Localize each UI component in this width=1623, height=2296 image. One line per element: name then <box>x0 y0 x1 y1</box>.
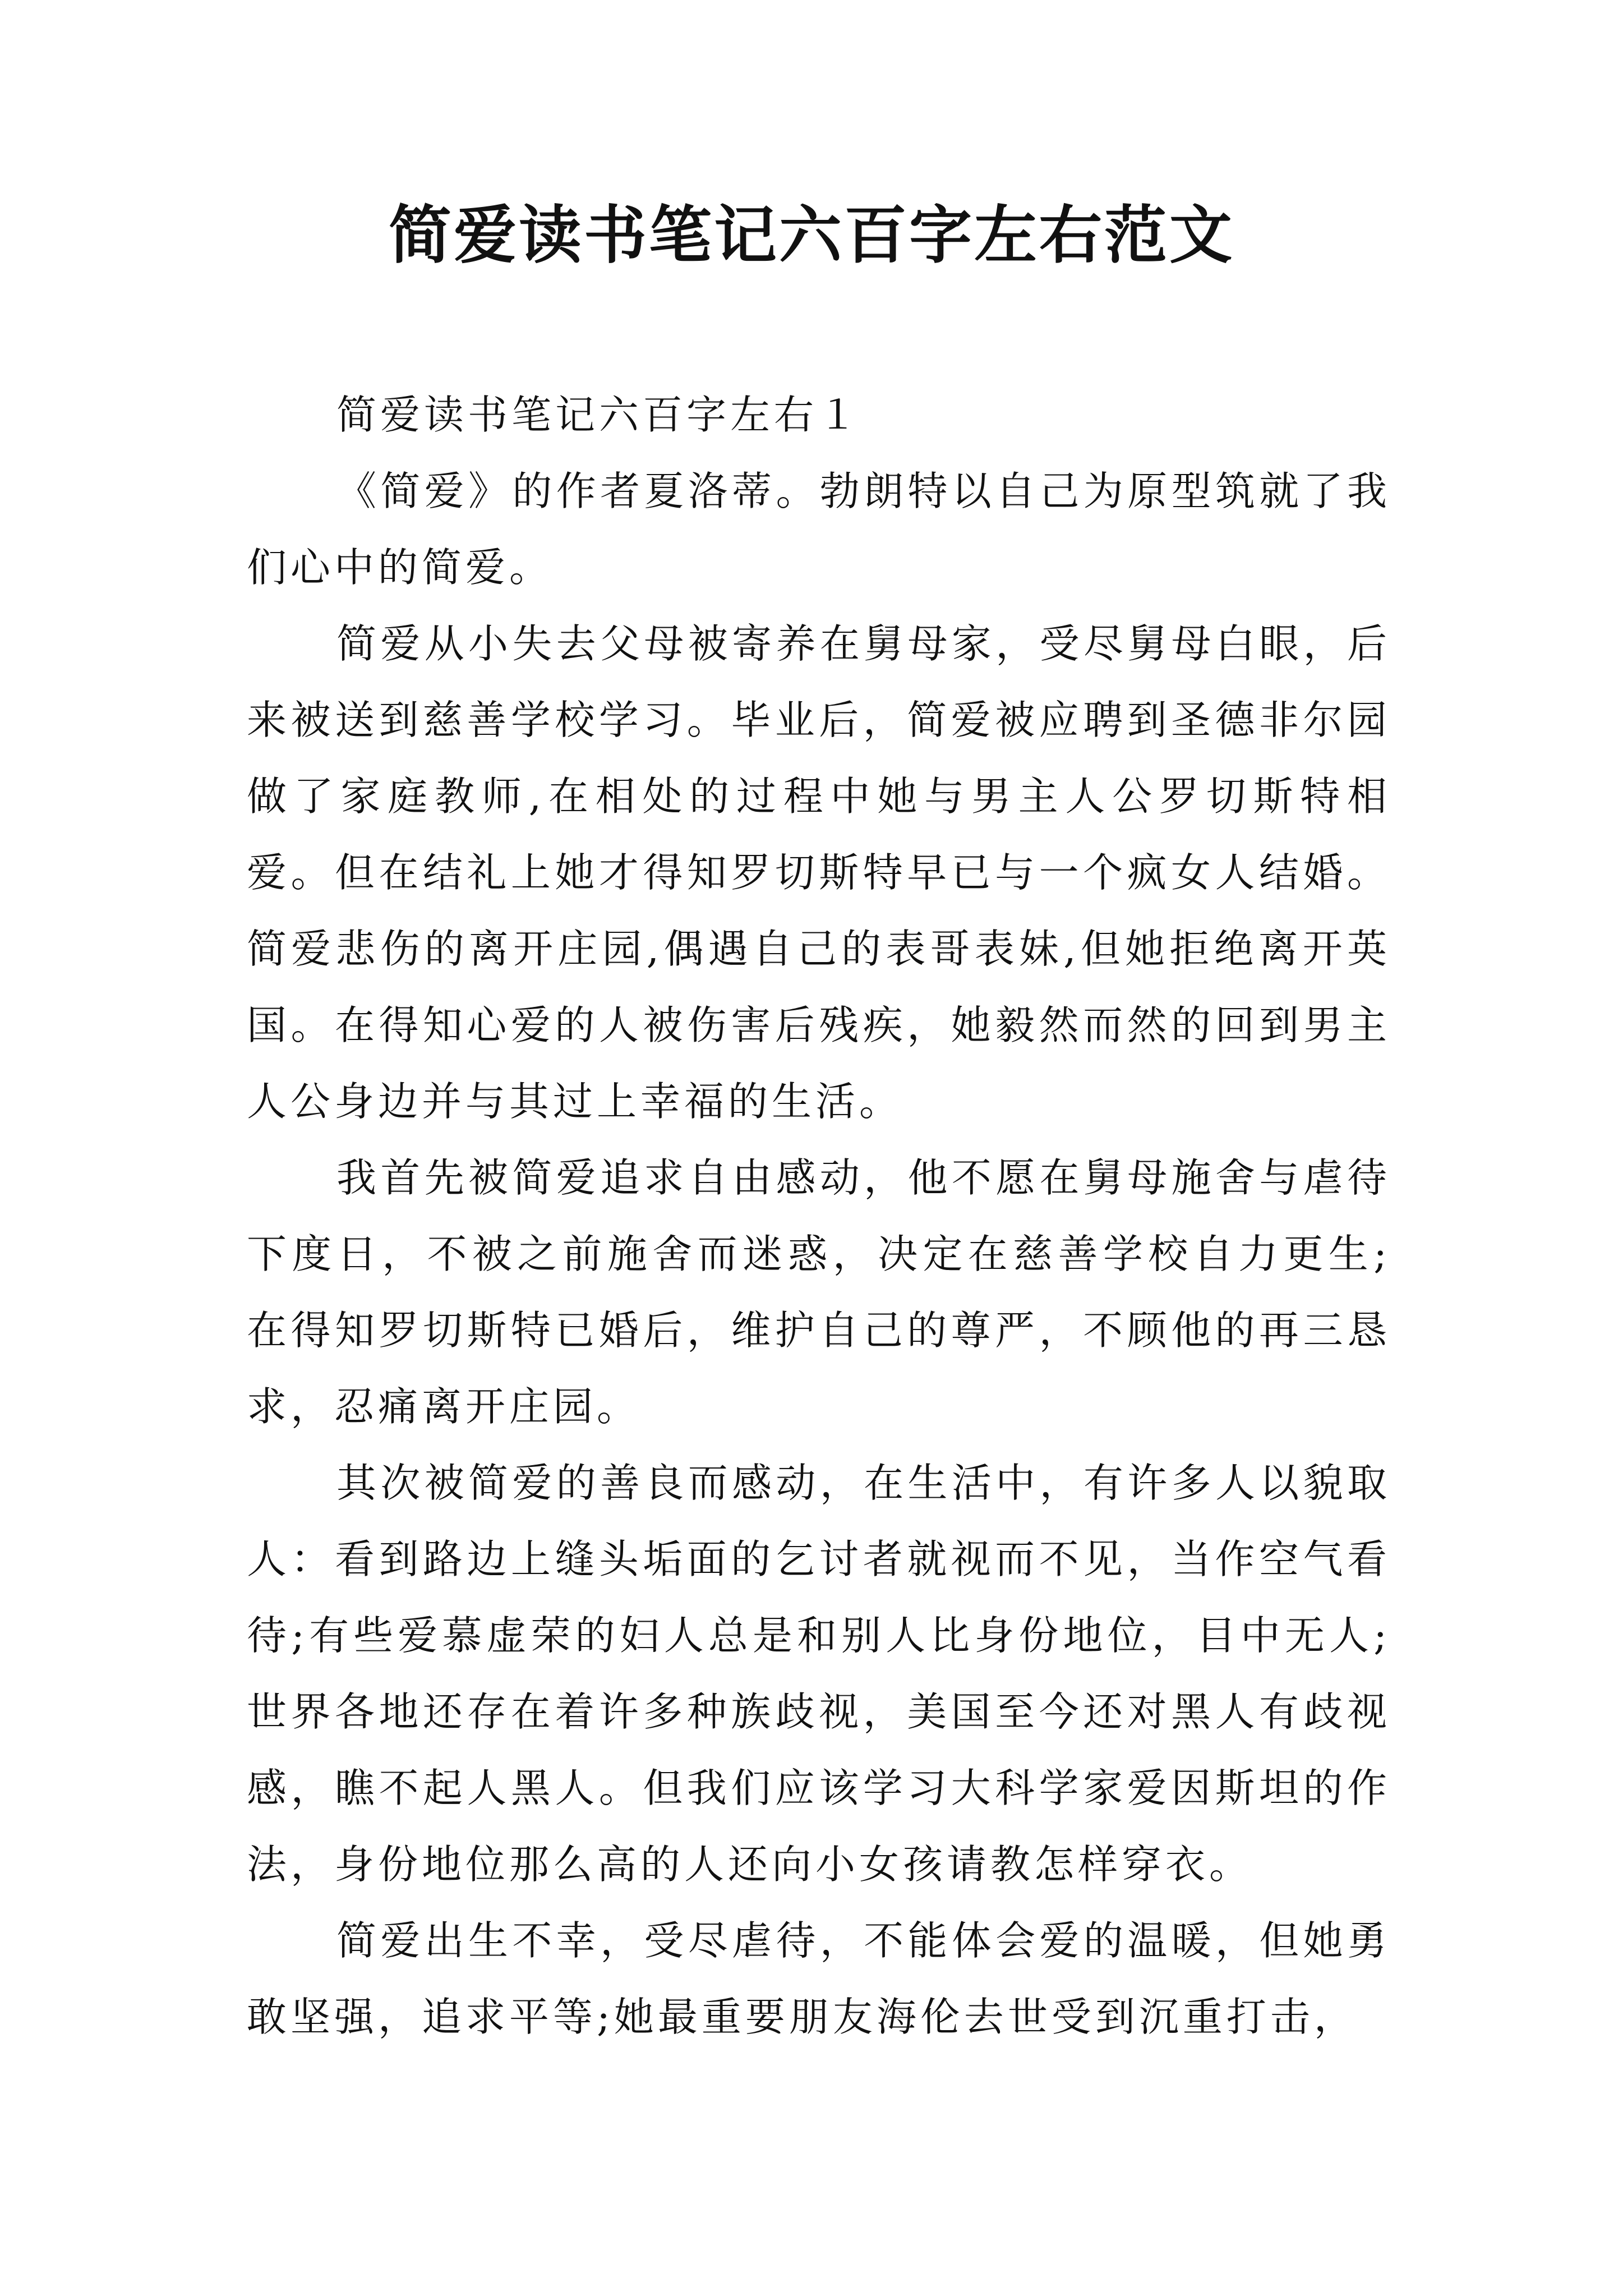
document-title: 简爱读书笔记六百字左右范文 <box>389 199 1234 272</box>
section-heading: 简爱读书笔记六百字左右１ <box>336 392 862 438</box>
paragraph-courage: 简爱出生不幸，受尽虐待，不能体会爱的温暖，但她勇敢坚强，追求平等;她最重要朋友海伦去世受到沉重打击， <box>247 1917 1391 2040</box>
paragraph-plot-summary: 简爱从小失去父母被寄养在舅母家，受尽舅母白眼，后来被送到慈善学校学习。毕业后，简爱被应聘到圣德非尔园做了家庭教师,在相处的过程中她与男主人公罗切斯特相爱。但在结礼上她才得知罗切斯特早已与一个疯女人结婚。简爱悲伤的离开庄园,偶遇自己的表哥表妹,但她拒绝离开英国。在得知心爱的人被伤害后残疾，她毅然而然的回到男主人公身边并与其过上幸福的生活。 <box>247 620 1391 1125</box>
paragraph-intro: 《简爱》的作者夏洛蒂。勃朗特以自己为原型筑就了我们心中的简爱。 <box>247 468 1391 591</box>
document-body <box>247 377 1391 2055</box>
paragraph-freedom: 我首先被简爱追求自由感动，他不愿在舅母施舍与虐待下度日，不被之前施舍而迷惑，决定在慈善学校自力更生;在得知罗切斯特已婚后，维护自己的尊严，不顾他的再三恳求，忍痛离开庄园。 <box>247 1154 1391 1430</box>
paragraph-kindness: 其次被简爱的善良而感动，在生活中，有许多人以貌取人：看到路边上缝头垢面的乞讨者就视而不见，当作空气看待;有些爱慕虚荣的妇人总是和别人比身份地位，目中无人;世界各地还存在着许多种族歧视，美国至今还对黑人有歧视感，瞧不起人黑人。但我们应该学习大科学家爱因斯坦的作法，身份地位那么高的人还向小女孩请教怎样穿衣。 <box>247 1460 1391 1888</box>
